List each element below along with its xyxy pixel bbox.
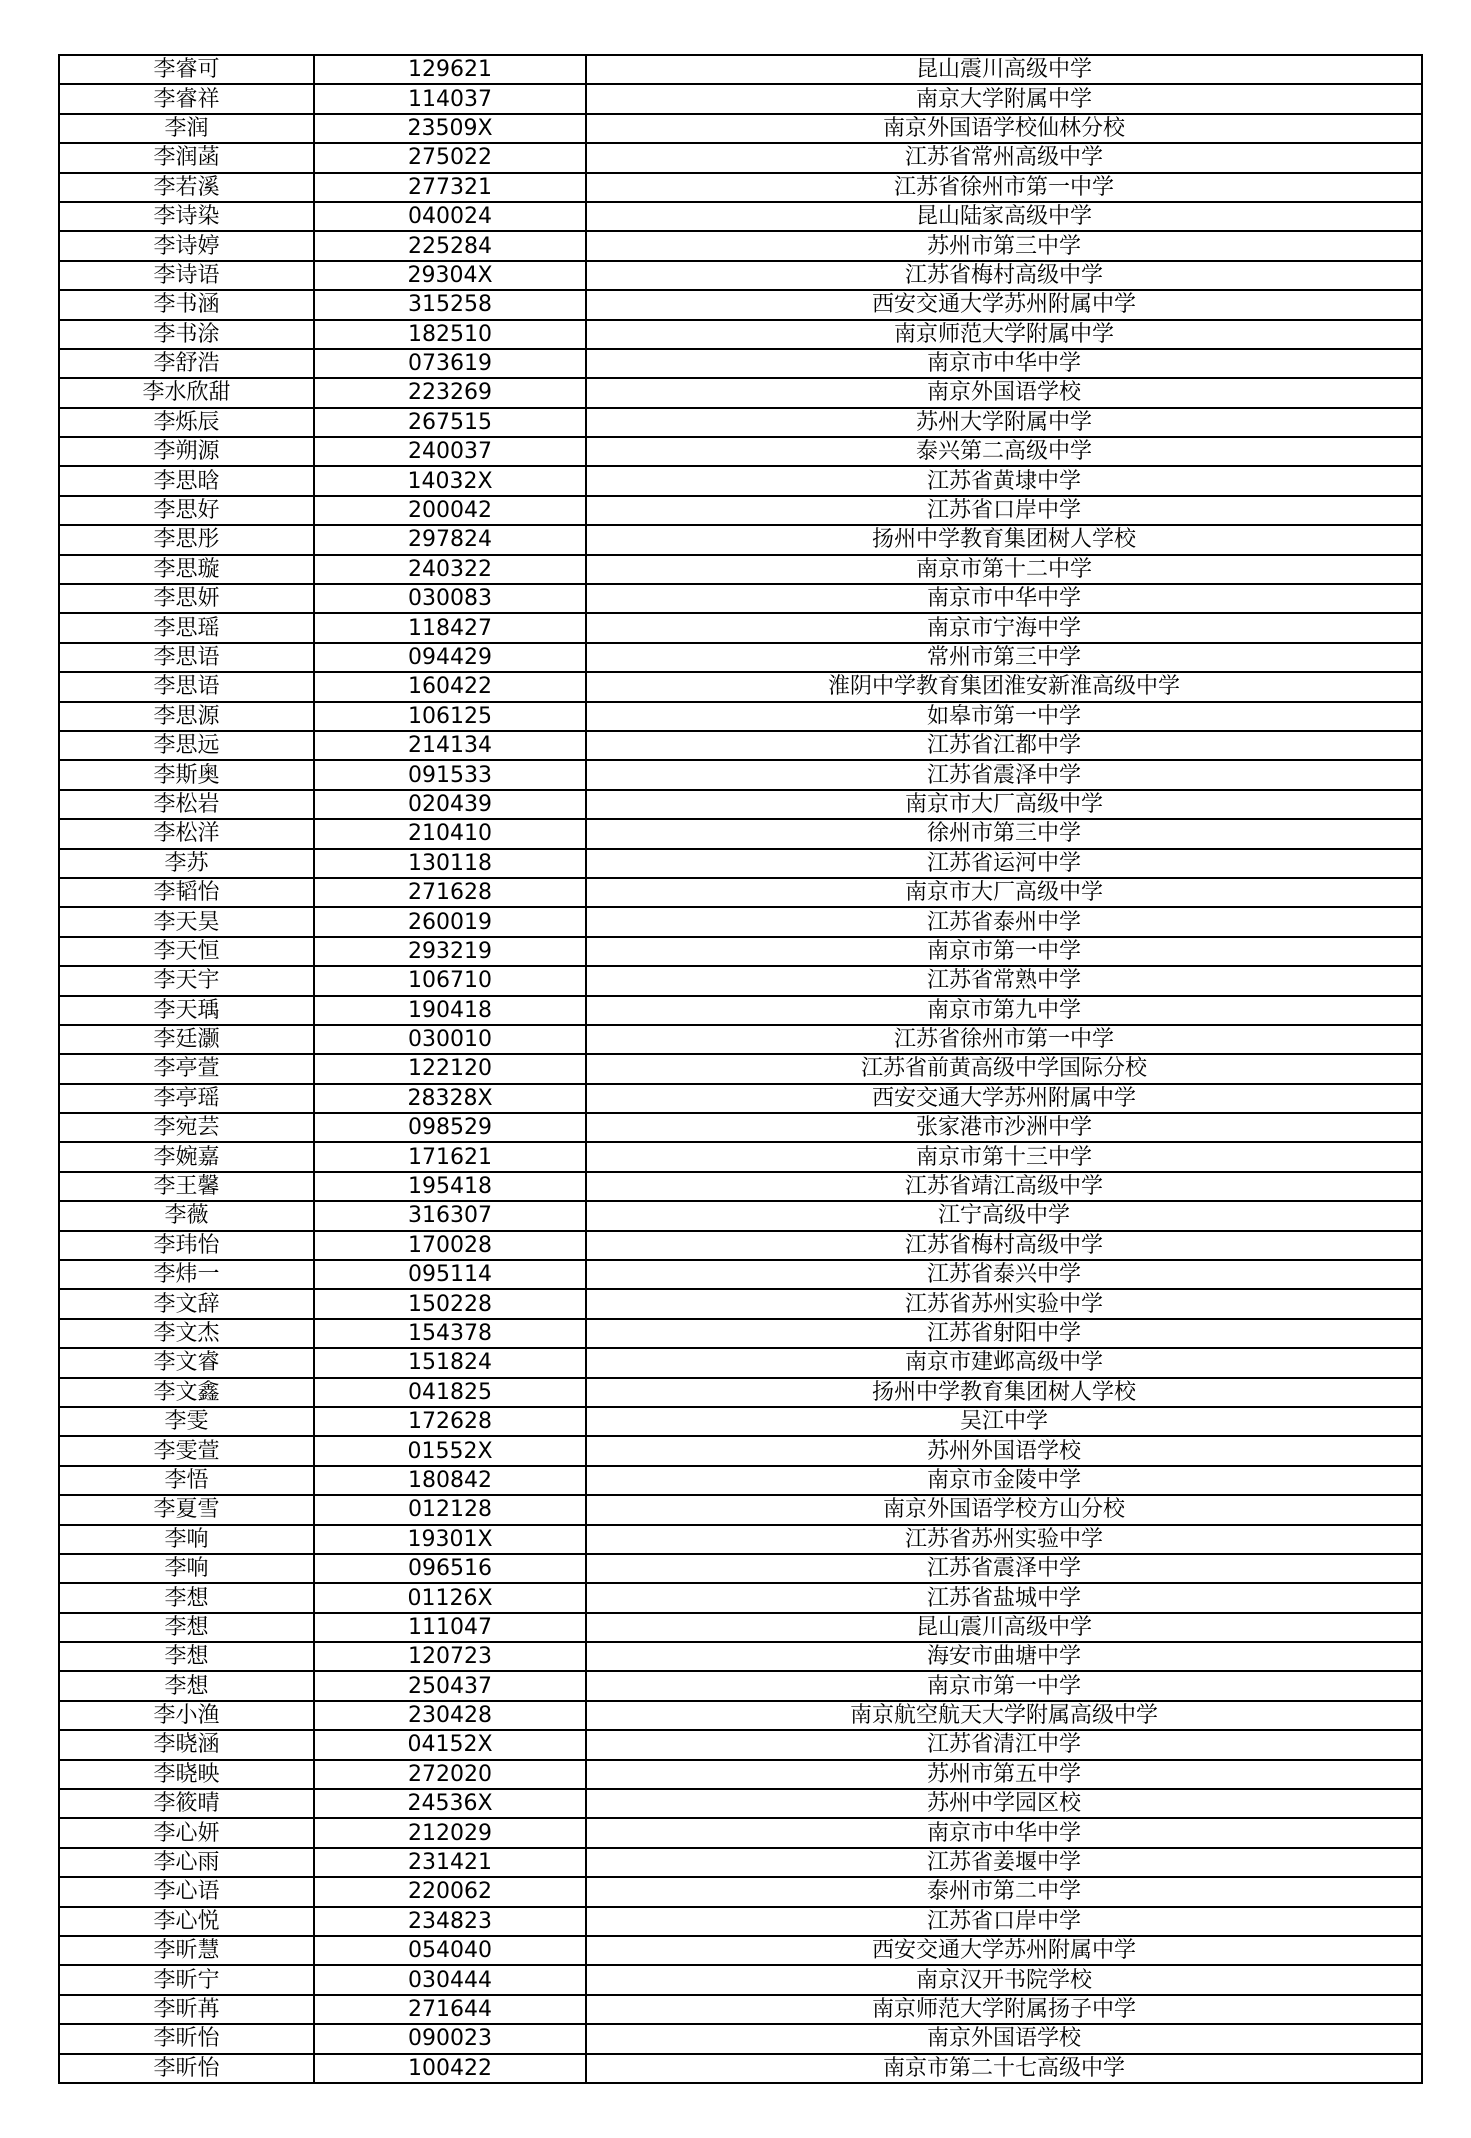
- school-name-cell: 南京市第九中学: [586, 996, 1422, 1025]
- student-name-cell: 李雯: [59, 1407, 314, 1436]
- table-row: [59, 261, 1422, 290]
- school-name-cell: 南京市建邺高级中学: [586, 1348, 1422, 1377]
- table-row: [59, 702, 1422, 731]
- table-row: [59, 231, 1422, 260]
- student-name-cell: 李思瑶: [59, 613, 314, 642]
- student-name-cell: 李昕宁: [59, 1965, 314, 1994]
- student-name-cell: 李若溪: [59, 173, 314, 202]
- student-name-cell: 李想: [59, 1583, 314, 1612]
- table-row: [59, 349, 1422, 378]
- student-id-cell: 275022: [314, 143, 586, 172]
- table-row: [59, 55, 1422, 84]
- table-row: [59, 2054, 1422, 2083]
- student-id-cell: 170028: [314, 1231, 586, 1260]
- student-id-cell: 225284: [314, 231, 586, 260]
- table-row: [59, 202, 1422, 231]
- table-row: [59, 1172, 1422, 1201]
- student-id-cell: 041825: [314, 1378, 586, 1407]
- school-name-cell: 扬州中学教育集团树人学校: [586, 525, 1422, 554]
- school-name-cell: 江苏省苏州实验中学: [586, 1525, 1422, 1554]
- student-name-cell: 李心悦: [59, 1907, 314, 1936]
- school-name-cell: 吴江中学: [586, 1407, 1422, 1436]
- student-name-cell: 李思彤: [59, 525, 314, 554]
- student-id-cell: 151824: [314, 1348, 586, 1377]
- table-row: [59, 525, 1422, 554]
- roster-body: [59, 55, 1422, 2083]
- school-name-cell: 张家港市沙洲中学: [586, 1113, 1422, 1142]
- student-id-cell: 030083: [314, 584, 586, 613]
- student-id-cell: 01552X: [314, 1436, 586, 1465]
- student-name-cell: 李炜一: [59, 1260, 314, 1289]
- student-name-cell: 李苏: [59, 849, 314, 878]
- student-name-cell: 李悟: [59, 1466, 314, 1495]
- student-id-cell: 020439: [314, 790, 586, 819]
- student-name-cell: 李思语: [59, 672, 314, 701]
- student-name-cell: 李想: [59, 1671, 314, 1700]
- school-name-cell: 南京师范大学附属中学: [586, 320, 1422, 349]
- school-name-cell: 昆山震川高级中学: [586, 55, 1422, 84]
- school-name-cell: 南京市中华中学: [586, 584, 1422, 613]
- table-row: [59, 1730, 1422, 1759]
- student-id-cell: 094429: [314, 643, 586, 672]
- table-row: [59, 1054, 1422, 1083]
- student-id-cell: 182510: [314, 320, 586, 349]
- school-name-cell: 江苏省射阳中学: [586, 1319, 1422, 1348]
- table-row: [59, 1936, 1422, 1965]
- school-name-cell: 扬州中学教育集团树人学校: [586, 1378, 1422, 1407]
- table-row: [59, 496, 1422, 525]
- student-name-cell: 李晓映: [59, 1760, 314, 1789]
- school-name-cell: 常州市第三中学: [586, 643, 1422, 672]
- student-name-cell: 李薇: [59, 1201, 314, 1230]
- student-id-cell: 150228: [314, 1289, 586, 1318]
- school-name-cell: 南京市中华中学: [586, 1818, 1422, 1847]
- school-name-cell: 昆山震川高级中学: [586, 1613, 1422, 1642]
- student-id-cell: 267515: [314, 408, 586, 437]
- table-row: [59, 84, 1422, 113]
- school-name-cell: 苏州外国语学校: [586, 1436, 1422, 1465]
- table-row: [59, 613, 1422, 642]
- table-row: [59, 1525, 1422, 1554]
- student-id-cell: 030010: [314, 1025, 586, 1054]
- student-name-cell: 李朔源: [59, 437, 314, 466]
- school-name-cell: 南京市大厂高级中学: [586, 878, 1422, 907]
- school-name-cell: 江苏省泰兴中学: [586, 1260, 1422, 1289]
- student-id-cell: 054040: [314, 1936, 586, 1965]
- student-name-cell: 李宛芸: [59, 1113, 314, 1142]
- table-row: [59, 1084, 1422, 1113]
- student-name-cell: 李思语: [59, 643, 314, 672]
- school-name-cell: 南京市第一中学: [586, 937, 1422, 966]
- table-row: [59, 1348, 1422, 1377]
- table-row: [59, 437, 1422, 466]
- student-name-cell: 李廷灏: [59, 1025, 314, 1054]
- student-name-cell: 李思好: [59, 496, 314, 525]
- table-row: [59, 1319, 1422, 1348]
- table-row: [59, 937, 1422, 966]
- student-name-cell: 李婉嘉: [59, 1142, 314, 1171]
- student-name-cell: 李书涵: [59, 290, 314, 319]
- table-row: [59, 643, 1422, 672]
- student-name-cell: 李思璇: [59, 555, 314, 584]
- student-id-cell: 277321: [314, 173, 586, 202]
- table-row: [59, 1701, 1422, 1730]
- school-name-cell: 江苏省徐州市第一中学: [586, 173, 1422, 202]
- student-name-cell: 李诗语: [59, 261, 314, 290]
- school-name-cell: 江苏省江都中学: [586, 731, 1422, 760]
- table-row: [59, 114, 1422, 143]
- table-row: [59, 760, 1422, 789]
- table-row: [59, 1760, 1422, 1789]
- school-name-cell: 南京市第二十七高级中学: [586, 2054, 1422, 2083]
- school-name-cell: 江苏省前黄高级中学国际分校: [586, 1054, 1422, 1083]
- student-id-cell: 220062: [314, 1877, 586, 1906]
- student-id-cell: 030444: [314, 1965, 586, 1994]
- student-id-cell: 24536X: [314, 1789, 586, 1818]
- table-row: [59, 1671, 1422, 1700]
- table-row: [59, 1965, 1422, 1994]
- table-row: [59, 731, 1422, 760]
- student-name-cell: 李书涂: [59, 320, 314, 349]
- student-id-cell: 19301X: [314, 1525, 586, 1554]
- table-row: [59, 907, 1422, 936]
- table-row: [59, 1201, 1422, 1230]
- school-name-cell: 江苏省苏州实验中学: [586, 1289, 1422, 1318]
- school-name-cell: 南京大学附属中学: [586, 84, 1422, 113]
- student-name-cell: 李文辞: [59, 1289, 314, 1318]
- student-id-cell: 212029: [314, 1818, 586, 1847]
- student-name-cell: 李心妍: [59, 1818, 314, 1847]
- table-row: [59, 1378, 1422, 1407]
- table-row: [59, 408, 1422, 437]
- student-name-cell: 李文杰: [59, 1319, 314, 1348]
- student-name-cell: 李韬怡: [59, 878, 314, 907]
- student-id-cell: 23509X: [314, 114, 586, 143]
- student-id-cell: 214134: [314, 731, 586, 760]
- school-name-cell: 江苏省运河中学: [586, 849, 1422, 878]
- table-row: [59, 1260, 1422, 1289]
- school-name-cell: 南京市第十二中学: [586, 555, 1422, 584]
- school-name-cell: 苏州市第三中学: [586, 231, 1422, 260]
- student-name-cell: 李思远: [59, 731, 314, 760]
- student-name-cell: 李响: [59, 1554, 314, 1583]
- student-name-cell: 李润: [59, 114, 314, 143]
- school-name-cell: 淮阴中学教育集团淮安新淮高级中学: [586, 672, 1422, 701]
- school-name-cell: 江苏省梅村高级中学: [586, 261, 1422, 290]
- school-name-cell: 江苏省黄埭中学: [586, 466, 1422, 495]
- school-name-cell: 南京市宁海中学: [586, 613, 1422, 642]
- school-name-cell: 如皋市第一中学: [586, 702, 1422, 731]
- school-name-cell: 南京航空航天大学附属高级中学: [586, 1701, 1422, 1730]
- table-row: [59, 2024, 1422, 2053]
- school-name-cell: 南京外国语学校: [586, 2024, 1422, 2053]
- school-name-cell: 南京师范大学附属扬子中学: [586, 1995, 1422, 2024]
- table-row: [59, 584, 1422, 613]
- student-name-cell: 李昕怡: [59, 2054, 314, 2083]
- student-name-cell: 李小渔: [59, 1701, 314, 1730]
- student-name-cell: 李松岩: [59, 790, 314, 819]
- school-name-cell: 徐州市第三中学: [586, 819, 1422, 848]
- table-row: [59, 1554, 1422, 1583]
- school-name-cell: 江苏省徐州市第一中学: [586, 1025, 1422, 1054]
- student-id-cell: 100422: [314, 2054, 586, 2083]
- table-row: [59, 672, 1422, 701]
- school-name-cell: 江苏省常州高级中学: [586, 143, 1422, 172]
- student-name-cell: 李想: [59, 1613, 314, 1642]
- student-name-cell: 李亭萱: [59, 1054, 314, 1083]
- student-name-cell: 李睿可: [59, 55, 314, 84]
- student-id-cell: 271628: [314, 878, 586, 907]
- table-row: [59, 966, 1422, 995]
- student-id-cell: 111047: [314, 1613, 586, 1642]
- table-row: [59, 378, 1422, 407]
- table-row: [59, 1289, 1422, 1318]
- student-id-cell: 260019: [314, 907, 586, 936]
- table-row: [59, 1113, 1422, 1142]
- student-name-cell: 李昕慧: [59, 1936, 314, 1965]
- student-id-cell: 172628: [314, 1407, 586, 1436]
- student-id-cell: 090023: [314, 2024, 586, 2053]
- student-id-cell: 315258: [314, 290, 586, 319]
- student-name-cell: 李玮怡: [59, 1231, 314, 1260]
- student-name-cell: 李睿祥: [59, 84, 314, 113]
- school-name-cell: 南京外国语学校仙林分校: [586, 114, 1422, 143]
- student-id-cell: 098529: [314, 1113, 586, 1142]
- student-id-cell: 240322: [314, 555, 586, 584]
- student-name-cell: 李心雨: [59, 1848, 314, 1877]
- school-name-cell: 南京汉开书院学校: [586, 1965, 1422, 1994]
- student-id-cell: 200042: [314, 496, 586, 525]
- student-name-cell: 李文睿: [59, 1348, 314, 1377]
- student-name-cell: 李心语: [59, 1877, 314, 1906]
- student-name-cell: 李王馨: [59, 1172, 314, 1201]
- student-name-cell: 李烁辰: [59, 408, 314, 437]
- school-name-cell: 苏州中学园区校: [586, 1789, 1422, 1818]
- table-row: [59, 1613, 1422, 1642]
- student-name-cell: 李天瑀: [59, 996, 314, 1025]
- school-name-cell: 南京外国语学校: [586, 378, 1422, 407]
- student-name-cell: 李天恒: [59, 937, 314, 966]
- student-name-cell: 李松洋: [59, 819, 314, 848]
- school-name-cell: 江苏省靖江高级中学: [586, 1172, 1422, 1201]
- student-id-cell: 28328X: [314, 1084, 586, 1113]
- student-id-cell: 120723: [314, 1642, 586, 1671]
- table-row: [59, 1142, 1422, 1171]
- student-name-cell: 李夏雪: [59, 1495, 314, 1524]
- table-row: [59, 1907, 1422, 1936]
- student-id-cell: 234823: [314, 1907, 586, 1936]
- school-name-cell: 西安交通大学苏州附属中学: [586, 290, 1422, 319]
- student-id-cell: 04152X: [314, 1730, 586, 1759]
- school-name-cell: 南京市第十三中学: [586, 1142, 1422, 1171]
- school-name-cell: 西安交通大学苏州附属中学: [586, 1936, 1422, 1965]
- student-id-cell: 190418: [314, 996, 586, 1025]
- student-id-cell: 154378: [314, 1319, 586, 1348]
- table-row: [59, 1025, 1422, 1054]
- student-id-cell: 210410: [314, 819, 586, 848]
- table-row: [59, 173, 1422, 202]
- table-row: [59, 320, 1422, 349]
- student-id-cell: 180842: [314, 1466, 586, 1495]
- school-name-cell: 江苏省盐城中学: [586, 1583, 1422, 1612]
- table-row: [59, 1848, 1422, 1877]
- student-id-cell: 230428: [314, 1701, 586, 1730]
- student-id-cell: 29304X: [314, 261, 586, 290]
- student-id-cell: 095114: [314, 1260, 586, 1289]
- student-name-cell: 李晓涵: [59, 1730, 314, 1759]
- school-name-cell: 江苏省震泽中学: [586, 760, 1422, 789]
- student-name-cell: 李思妍: [59, 584, 314, 613]
- student-name-cell: 李响: [59, 1525, 314, 1554]
- student-id-cell: 250437: [314, 1671, 586, 1700]
- school-name-cell: 南京市大厂高级中学: [586, 790, 1422, 819]
- student-id-cell: 231421: [314, 1848, 586, 1877]
- school-name-cell: 西安交通大学苏州附属中学: [586, 1084, 1422, 1113]
- table-row: [59, 878, 1422, 907]
- school-name-cell: 南京市第一中学: [586, 1671, 1422, 1700]
- student-id-cell: 073619: [314, 349, 586, 378]
- table-row: [59, 1466, 1422, 1495]
- student-id-cell: 096516: [314, 1554, 586, 1583]
- student-name-cell: 李雯萱: [59, 1436, 314, 1465]
- student-id-cell: 272020: [314, 1760, 586, 1789]
- student-id-cell: 195418: [314, 1172, 586, 1201]
- student-name-cell: 李水欣甜: [59, 378, 314, 407]
- student-id-cell: 106125: [314, 702, 586, 731]
- student-name-cell: 李诗染: [59, 202, 314, 231]
- student-name-cell: 李舒浩: [59, 349, 314, 378]
- student-name-cell: 李思源: [59, 702, 314, 731]
- student-id-cell: 122120: [314, 1054, 586, 1083]
- table-row: [59, 1995, 1422, 2024]
- school-name-cell: 江宁高级中学: [586, 1201, 1422, 1230]
- student-id-cell: 129621: [314, 55, 586, 84]
- student-id-cell: 118427: [314, 613, 586, 642]
- student-name-cell: 李亭瑶: [59, 1084, 314, 1113]
- student-id-cell: 091533: [314, 760, 586, 789]
- school-name-cell: 南京市中华中学: [586, 349, 1422, 378]
- school-name-cell: 江苏省震泽中学: [586, 1554, 1422, 1583]
- school-name-cell: 江苏省口岸中学: [586, 1907, 1422, 1936]
- table-row: [59, 1818, 1422, 1847]
- student-id-cell: 297824: [314, 525, 586, 554]
- school-name-cell: 江苏省姜堰中学: [586, 1848, 1422, 1877]
- school-name-cell: 泰州市第二中学: [586, 1877, 1422, 1906]
- school-name-cell: 昆山陆家高级中学: [586, 202, 1422, 231]
- table-row: [59, 819, 1422, 848]
- student-name-cell: 李昕苒: [59, 1995, 314, 2024]
- roster-table: [58, 54, 1423, 2084]
- student-id-cell: 316307: [314, 1201, 586, 1230]
- school-name-cell: 苏州大学附属中学: [586, 408, 1422, 437]
- table-row: [59, 1877, 1422, 1906]
- table-row: [59, 1495, 1422, 1524]
- table-row: [59, 1231, 1422, 1260]
- table-row: [59, 1407, 1422, 1436]
- student-id-cell: 040024: [314, 202, 586, 231]
- school-name-cell: 江苏省清江中学: [586, 1730, 1422, 1759]
- student-name-cell: 李天宇: [59, 966, 314, 995]
- table-row: [59, 849, 1422, 878]
- student-id-cell: 012128: [314, 1495, 586, 1524]
- table-row: [59, 790, 1422, 819]
- student-id-cell: 106710: [314, 966, 586, 995]
- school-name-cell: 泰兴第二高级中学: [586, 437, 1422, 466]
- student-name-cell: 李文鑫: [59, 1378, 314, 1407]
- student-id-cell: 01126X: [314, 1583, 586, 1612]
- student-id-cell: 14032X: [314, 466, 586, 495]
- school-name-cell: 苏州市第五中学: [586, 1760, 1422, 1789]
- student-name-cell: 李想: [59, 1642, 314, 1671]
- student-id-cell: 223269: [314, 378, 586, 407]
- student-id-cell: 130118: [314, 849, 586, 878]
- school-name-cell: 南京外国语学校方山分校: [586, 1495, 1422, 1524]
- student-id-cell: 240037: [314, 437, 586, 466]
- student-name-cell: 李筱晴: [59, 1789, 314, 1818]
- student-name-cell: 李思晗: [59, 466, 314, 495]
- table-row: [59, 1642, 1422, 1671]
- table-row: [59, 1789, 1422, 1818]
- student-name-cell: 李斯奥: [59, 760, 314, 789]
- table-row: [59, 555, 1422, 584]
- table-row: [59, 1583, 1422, 1612]
- table-row: [59, 466, 1422, 495]
- student-id-cell: 293219: [314, 937, 586, 966]
- student-name-cell: 李昕怡: [59, 2024, 314, 2053]
- school-name-cell: 江苏省常熟中学: [586, 966, 1422, 995]
- school-name-cell: 江苏省梅村高级中学: [586, 1231, 1422, 1260]
- table-row: [59, 143, 1422, 172]
- student-id-cell: 271644: [314, 1995, 586, 2024]
- table-row: [59, 996, 1422, 1025]
- student-id-cell: 160422: [314, 672, 586, 701]
- student-name-cell: 李天昊: [59, 907, 314, 936]
- table-row: [59, 1436, 1422, 1465]
- table-row: [59, 290, 1422, 319]
- school-name-cell: 南京市金陵中学: [586, 1466, 1422, 1495]
- student-name-cell: 李诗婷: [59, 231, 314, 260]
- school-name-cell: 江苏省口岸中学: [586, 496, 1422, 525]
- school-name-cell: 海安市曲塘中学: [586, 1642, 1422, 1671]
- school-name-cell: 江苏省泰州中学: [586, 907, 1422, 936]
- student-id-cell: 114037: [314, 84, 586, 113]
- student-id-cell: 171621: [314, 1142, 586, 1171]
- student-name-cell: 李润菡: [59, 143, 314, 172]
